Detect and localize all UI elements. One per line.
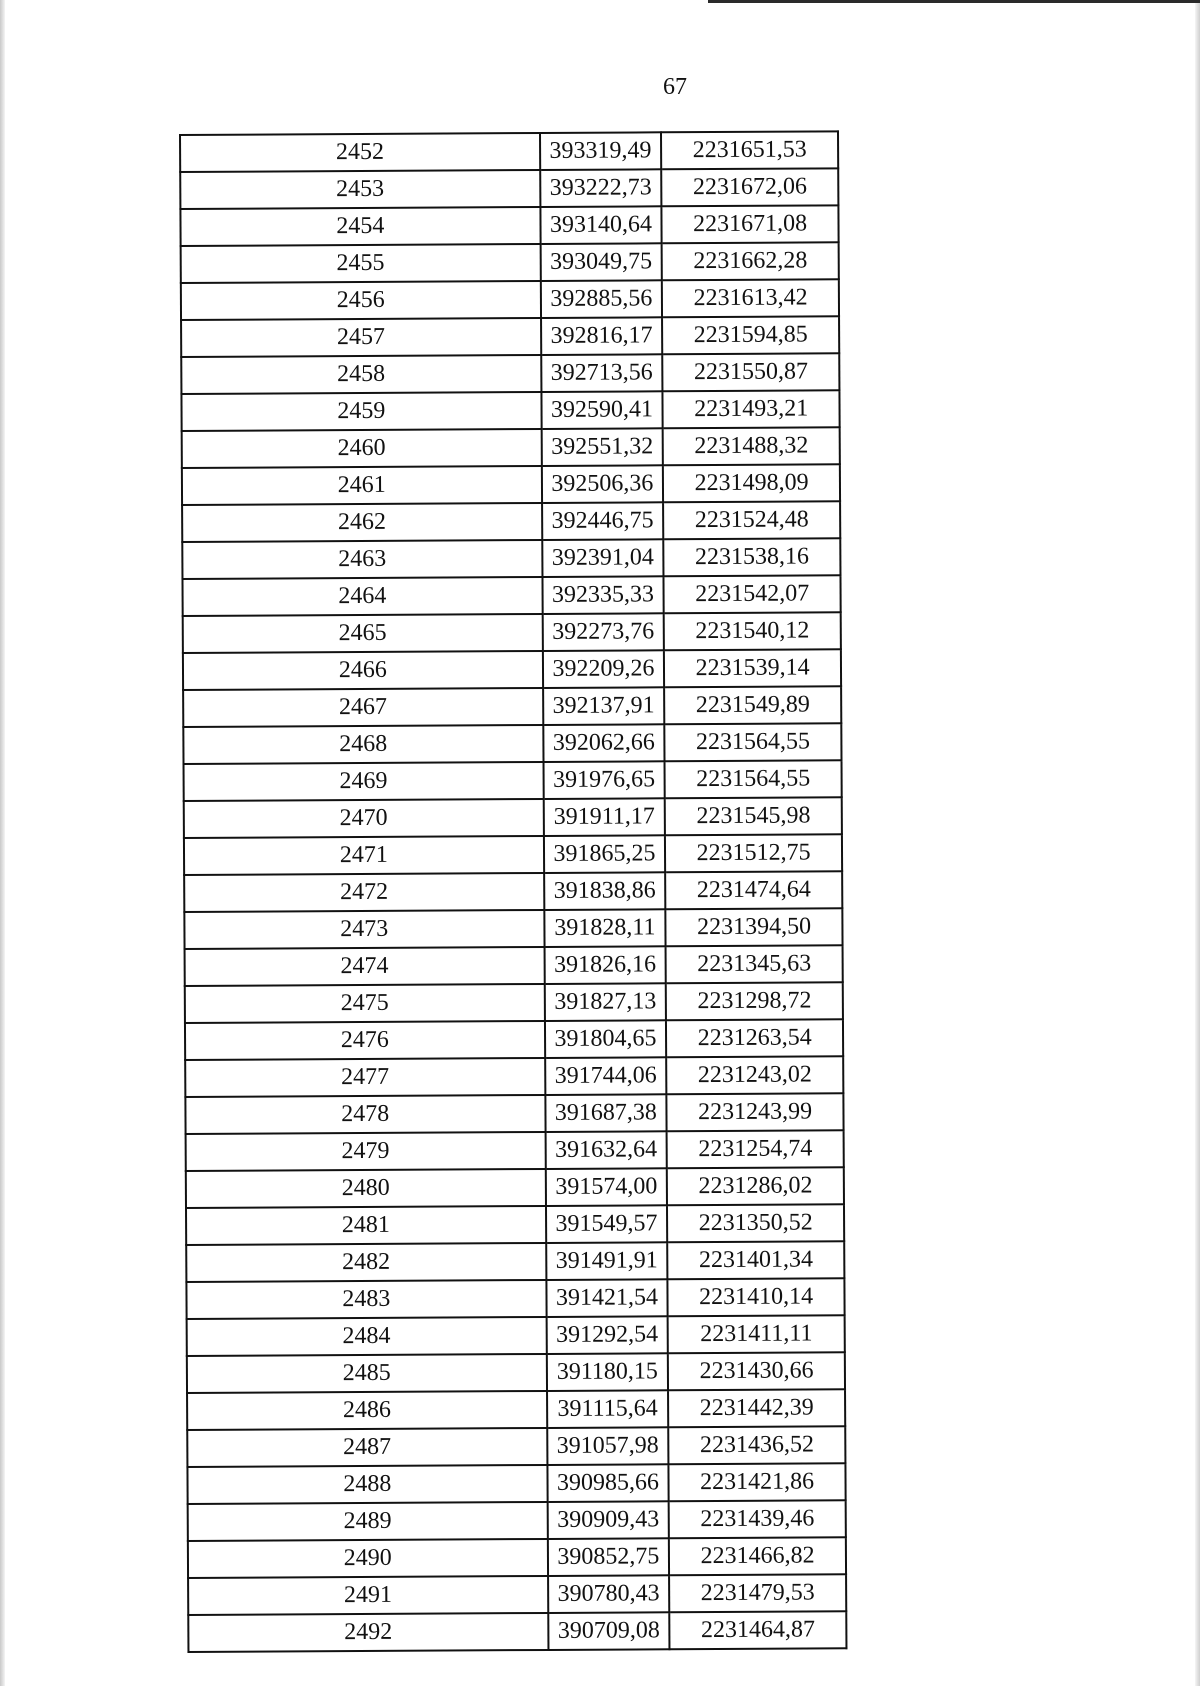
y-coordinate-cell: 2231549,89 <box>664 686 841 724</box>
y-coordinate-cell: 2231550,87 <box>662 353 839 391</box>
point-number-cell: 2459 <box>181 392 541 431</box>
y-coordinate-cell: 2231464,87 <box>669 1611 846 1649</box>
point-number-cell: 2477 <box>185 1058 545 1097</box>
y-coordinate-cell: 2231439,46 <box>669 1500 846 1538</box>
table-row <box>180 205 838 246</box>
table-row <box>182 575 840 616</box>
y-coordinate-cell: 2231350,52 <box>667 1204 844 1242</box>
table-row <box>180 168 838 209</box>
x-coordinate-cell: 393140,64 <box>540 206 662 244</box>
table-row <box>184 871 842 912</box>
x-coordinate-cell: 390985,66 <box>547 1464 669 1502</box>
table-row <box>181 316 839 357</box>
y-coordinate-cell: 2231421,86 <box>669 1463 846 1501</box>
y-coordinate-cell: 2231538,16 <box>664 538 841 576</box>
point-number-cell: 2490 <box>188 1539 548 1578</box>
x-coordinate-cell: 391828,11 <box>544 909 666 947</box>
point-number-cell: 2476 <box>185 1021 545 1060</box>
x-coordinate-cell: 393319,49 <box>540 132 662 170</box>
point-number-cell: 2492 <box>188 1613 548 1652</box>
point-number-cell: 2479 <box>186 1132 546 1171</box>
point-number-cell: 2487 <box>187 1428 547 1467</box>
point-number-cell: 2491 <box>188 1576 548 1615</box>
y-coordinate-cell: 2231498,09 <box>663 464 840 502</box>
table-row <box>186 1130 844 1171</box>
x-coordinate-cell: 391574,00 <box>545 1168 667 1206</box>
x-coordinate-cell: 391826,16 <box>544 946 666 984</box>
y-coordinate-cell: 2231436,52 <box>668 1426 845 1464</box>
point-number-cell: 2453 <box>180 170 540 209</box>
x-coordinate-cell: 391491,91 <box>546 1242 668 1280</box>
point-number-cell: 2478 <box>185 1095 545 1134</box>
y-coordinate-cell: 2231345,63 <box>666 945 843 983</box>
point-number-cell: 2463 <box>182 540 542 579</box>
x-coordinate-cell: 391115,64 <box>547 1390 669 1428</box>
point-number-cell: 2481 <box>186 1206 546 1245</box>
table-row <box>180 131 838 172</box>
table-row <box>185 1019 843 1060</box>
table-row <box>184 760 842 801</box>
y-coordinate-cell: 2231243,02 <box>666 1056 843 1094</box>
x-coordinate-cell: 392816,17 <box>541 317 663 355</box>
point-number-cell: 2464 <box>182 577 542 616</box>
x-coordinate-cell: 392062,66 <box>543 724 665 762</box>
y-coordinate-cell: 2231672,06 <box>661 168 838 206</box>
x-coordinate-cell: 392551,32 <box>541 428 663 466</box>
point-number-cell: 2471 <box>184 836 544 875</box>
y-coordinate-cell: 2231411,11 <box>668 1315 845 1353</box>
coordinates-table <box>179 130 847 1653</box>
y-coordinate-cell: 2231540,12 <box>664 612 841 650</box>
y-coordinate-cell: 2231539,14 <box>664 649 841 687</box>
y-coordinate-cell: 2231594,85 <box>662 316 839 354</box>
x-coordinate-cell: 392713,56 <box>541 354 663 392</box>
x-coordinate-cell: 391549,57 <box>546 1205 668 1243</box>
table-row <box>188 1574 846 1615</box>
table-row <box>186 1241 844 1282</box>
table-row <box>186 1167 844 1208</box>
y-coordinate-cell: 2231430,66 <box>668 1352 845 1390</box>
y-coordinate-cell: 2231442,39 <box>668 1389 845 1427</box>
table-row <box>185 1056 843 1097</box>
point-number-cell: 2467 <box>183 688 543 727</box>
y-coordinate-cell: 2231613,42 <box>662 279 839 317</box>
y-coordinate-cell: 2231488,32 <box>663 427 840 465</box>
page-number: 67 <box>663 74 687 100</box>
y-coordinate-cell: 2231254,74 <box>667 1130 844 1168</box>
table-row <box>183 612 841 653</box>
y-coordinate-cell: 2231401,34 <box>667 1241 844 1279</box>
point-number-cell: 2458 <box>181 355 541 394</box>
y-coordinate-cell: 2231263,54 <box>666 1019 843 1057</box>
table-row <box>181 390 839 431</box>
x-coordinate-cell: 390852,75 <box>547 1538 669 1576</box>
table-row <box>182 427 840 468</box>
y-coordinate-cell: 2231671,08 <box>662 205 839 243</box>
y-coordinate-cell: 2231243,99 <box>667 1093 844 1131</box>
point-number-cell: 2460 <box>182 429 542 468</box>
scan-edge-right <box>1195 0 1200 1686</box>
table-row <box>185 945 843 986</box>
x-coordinate-cell: 392137,91 <box>543 687 665 725</box>
point-number-cell: 2482 <box>186 1243 546 1282</box>
y-coordinate-cell: 2231564,55 <box>665 760 842 798</box>
point-number-cell: 2486 <box>187 1391 547 1430</box>
point-number-cell: 2462 <box>182 503 542 542</box>
y-coordinate-cell: 2231524,48 <box>663 501 840 539</box>
x-coordinate-cell: 392335,33 <box>542 576 664 614</box>
table-row <box>187 1389 845 1430</box>
table-row <box>185 1093 843 1134</box>
table-row <box>186 1278 844 1319</box>
point-number-cell: 2466 <box>183 651 543 690</box>
point-number-cell: 2457 <box>181 318 541 357</box>
point-number-cell: 2465 <box>183 614 543 653</box>
y-coordinate-cell: 2231545,98 <box>665 797 842 835</box>
table-row <box>188 1500 846 1541</box>
y-coordinate-cell: 2231394,50 <box>666 908 843 946</box>
table-row <box>183 723 841 764</box>
point-number-cell: 2474 <box>185 947 545 986</box>
table-row <box>188 1611 846 1652</box>
y-coordinate-cell: 2231479,53 <box>669 1574 846 1612</box>
table-row <box>182 464 840 505</box>
y-coordinate-cell: 2231474,64 <box>665 871 842 909</box>
x-coordinate-cell: 391804,65 <box>545 1020 667 1058</box>
table-row <box>181 353 839 394</box>
x-coordinate-cell: 391838,86 <box>544 872 666 910</box>
point-number-cell: 2455 <box>181 244 541 283</box>
top-rule <box>708 0 1200 3</box>
x-coordinate-cell: 391292,54 <box>546 1316 668 1354</box>
point-number-cell: 2456 <box>181 281 541 320</box>
x-coordinate-cell: 392885,56 <box>540 280 662 318</box>
y-coordinate-cell: 2231542,07 <box>664 575 841 613</box>
x-coordinate-cell: 391911,17 <box>543 798 665 836</box>
point-number-cell: 2454 <box>180 207 540 246</box>
table-row <box>182 501 840 542</box>
x-coordinate-cell: 392446,75 <box>542 502 664 540</box>
x-coordinate-cell: 391687,38 <box>545 1094 667 1132</box>
table-row <box>184 797 842 838</box>
y-coordinate-cell: 2231493,21 <box>663 390 840 428</box>
point-number-cell: 2472 <box>184 873 544 912</box>
table-row <box>184 908 842 949</box>
x-coordinate-cell: 390709,08 <box>548 1612 670 1650</box>
x-coordinate-cell: 392590,41 <box>541 391 663 429</box>
point-number-cell: 2473 <box>184 910 544 949</box>
table-row <box>182 538 840 579</box>
point-number-cell: 2470 <box>184 799 544 838</box>
point-number-cell: 2483 <box>186 1280 546 1319</box>
scan-edge-left <box>0 0 5 1686</box>
y-coordinate-cell: 2231410,14 <box>668 1278 845 1316</box>
x-coordinate-cell: 390780,43 <box>548 1575 670 1613</box>
point-number-cell: 2488 <box>187 1465 547 1504</box>
x-coordinate-cell: 391865,25 <box>544 835 666 873</box>
x-coordinate-cell: 391632,64 <box>545 1131 667 1169</box>
y-coordinate-cell: 2231564,55 <box>665 723 842 761</box>
point-number-cell: 2475 <box>185 984 545 1023</box>
x-coordinate-cell: 391057,98 <box>547 1427 669 1465</box>
table-row <box>185 982 843 1023</box>
x-coordinate-cell: 391827,13 <box>544 983 666 1021</box>
point-number-cell: 2469 <box>184 762 544 801</box>
table-row <box>187 1352 845 1393</box>
y-coordinate-cell: 2231512,75 <box>665 834 842 872</box>
x-coordinate-cell: 391744,06 <box>545 1057 667 1095</box>
x-coordinate-cell: 391976,65 <box>543 761 665 799</box>
y-coordinate-cell: 2231466,82 <box>669 1537 846 1575</box>
table-row <box>186 1204 844 1245</box>
point-number-cell: 2489 <box>188 1502 548 1541</box>
table-row <box>188 1537 846 1578</box>
y-coordinate-cell: 2231662,28 <box>662 242 839 280</box>
table-row <box>181 279 839 320</box>
table-row <box>184 834 842 875</box>
x-coordinate-cell: 391180,15 <box>546 1353 668 1391</box>
table-row <box>187 1463 845 1504</box>
point-number-cell: 2468 <box>183 725 543 764</box>
x-coordinate-cell: 392506,36 <box>541 465 663 503</box>
x-coordinate-cell: 392273,76 <box>542 613 664 651</box>
point-number-cell: 2461 <box>182 466 542 505</box>
coordinates-table-body <box>180 131 846 1652</box>
table-row <box>187 1315 845 1356</box>
point-number-cell: 2452 <box>180 133 540 172</box>
point-number-cell: 2480 <box>186 1169 546 1208</box>
y-coordinate-cell: 2231286,02 <box>667 1167 844 1205</box>
table-row <box>187 1426 845 1467</box>
point-number-cell: 2484 <box>187 1317 547 1356</box>
y-coordinate-cell: 2231298,72 <box>666 982 843 1020</box>
x-coordinate-cell: 392391,04 <box>542 539 664 577</box>
x-coordinate-cell: 393222,73 <box>540 169 662 207</box>
table-row <box>181 242 839 283</box>
x-coordinate-cell: 393049,75 <box>540 243 662 281</box>
x-coordinate-cell: 390909,43 <box>547 1501 669 1539</box>
point-number-cell: 2485 <box>187 1354 547 1393</box>
y-coordinate-cell: 2231651,53 <box>661 131 838 169</box>
x-coordinate-cell: 392209,26 <box>543 650 665 688</box>
table-row <box>183 686 841 727</box>
table-row <box>183 649 841 690</box>
x-coordinate-cell: 391421,54 <box>546 1279 668 1317</box>
